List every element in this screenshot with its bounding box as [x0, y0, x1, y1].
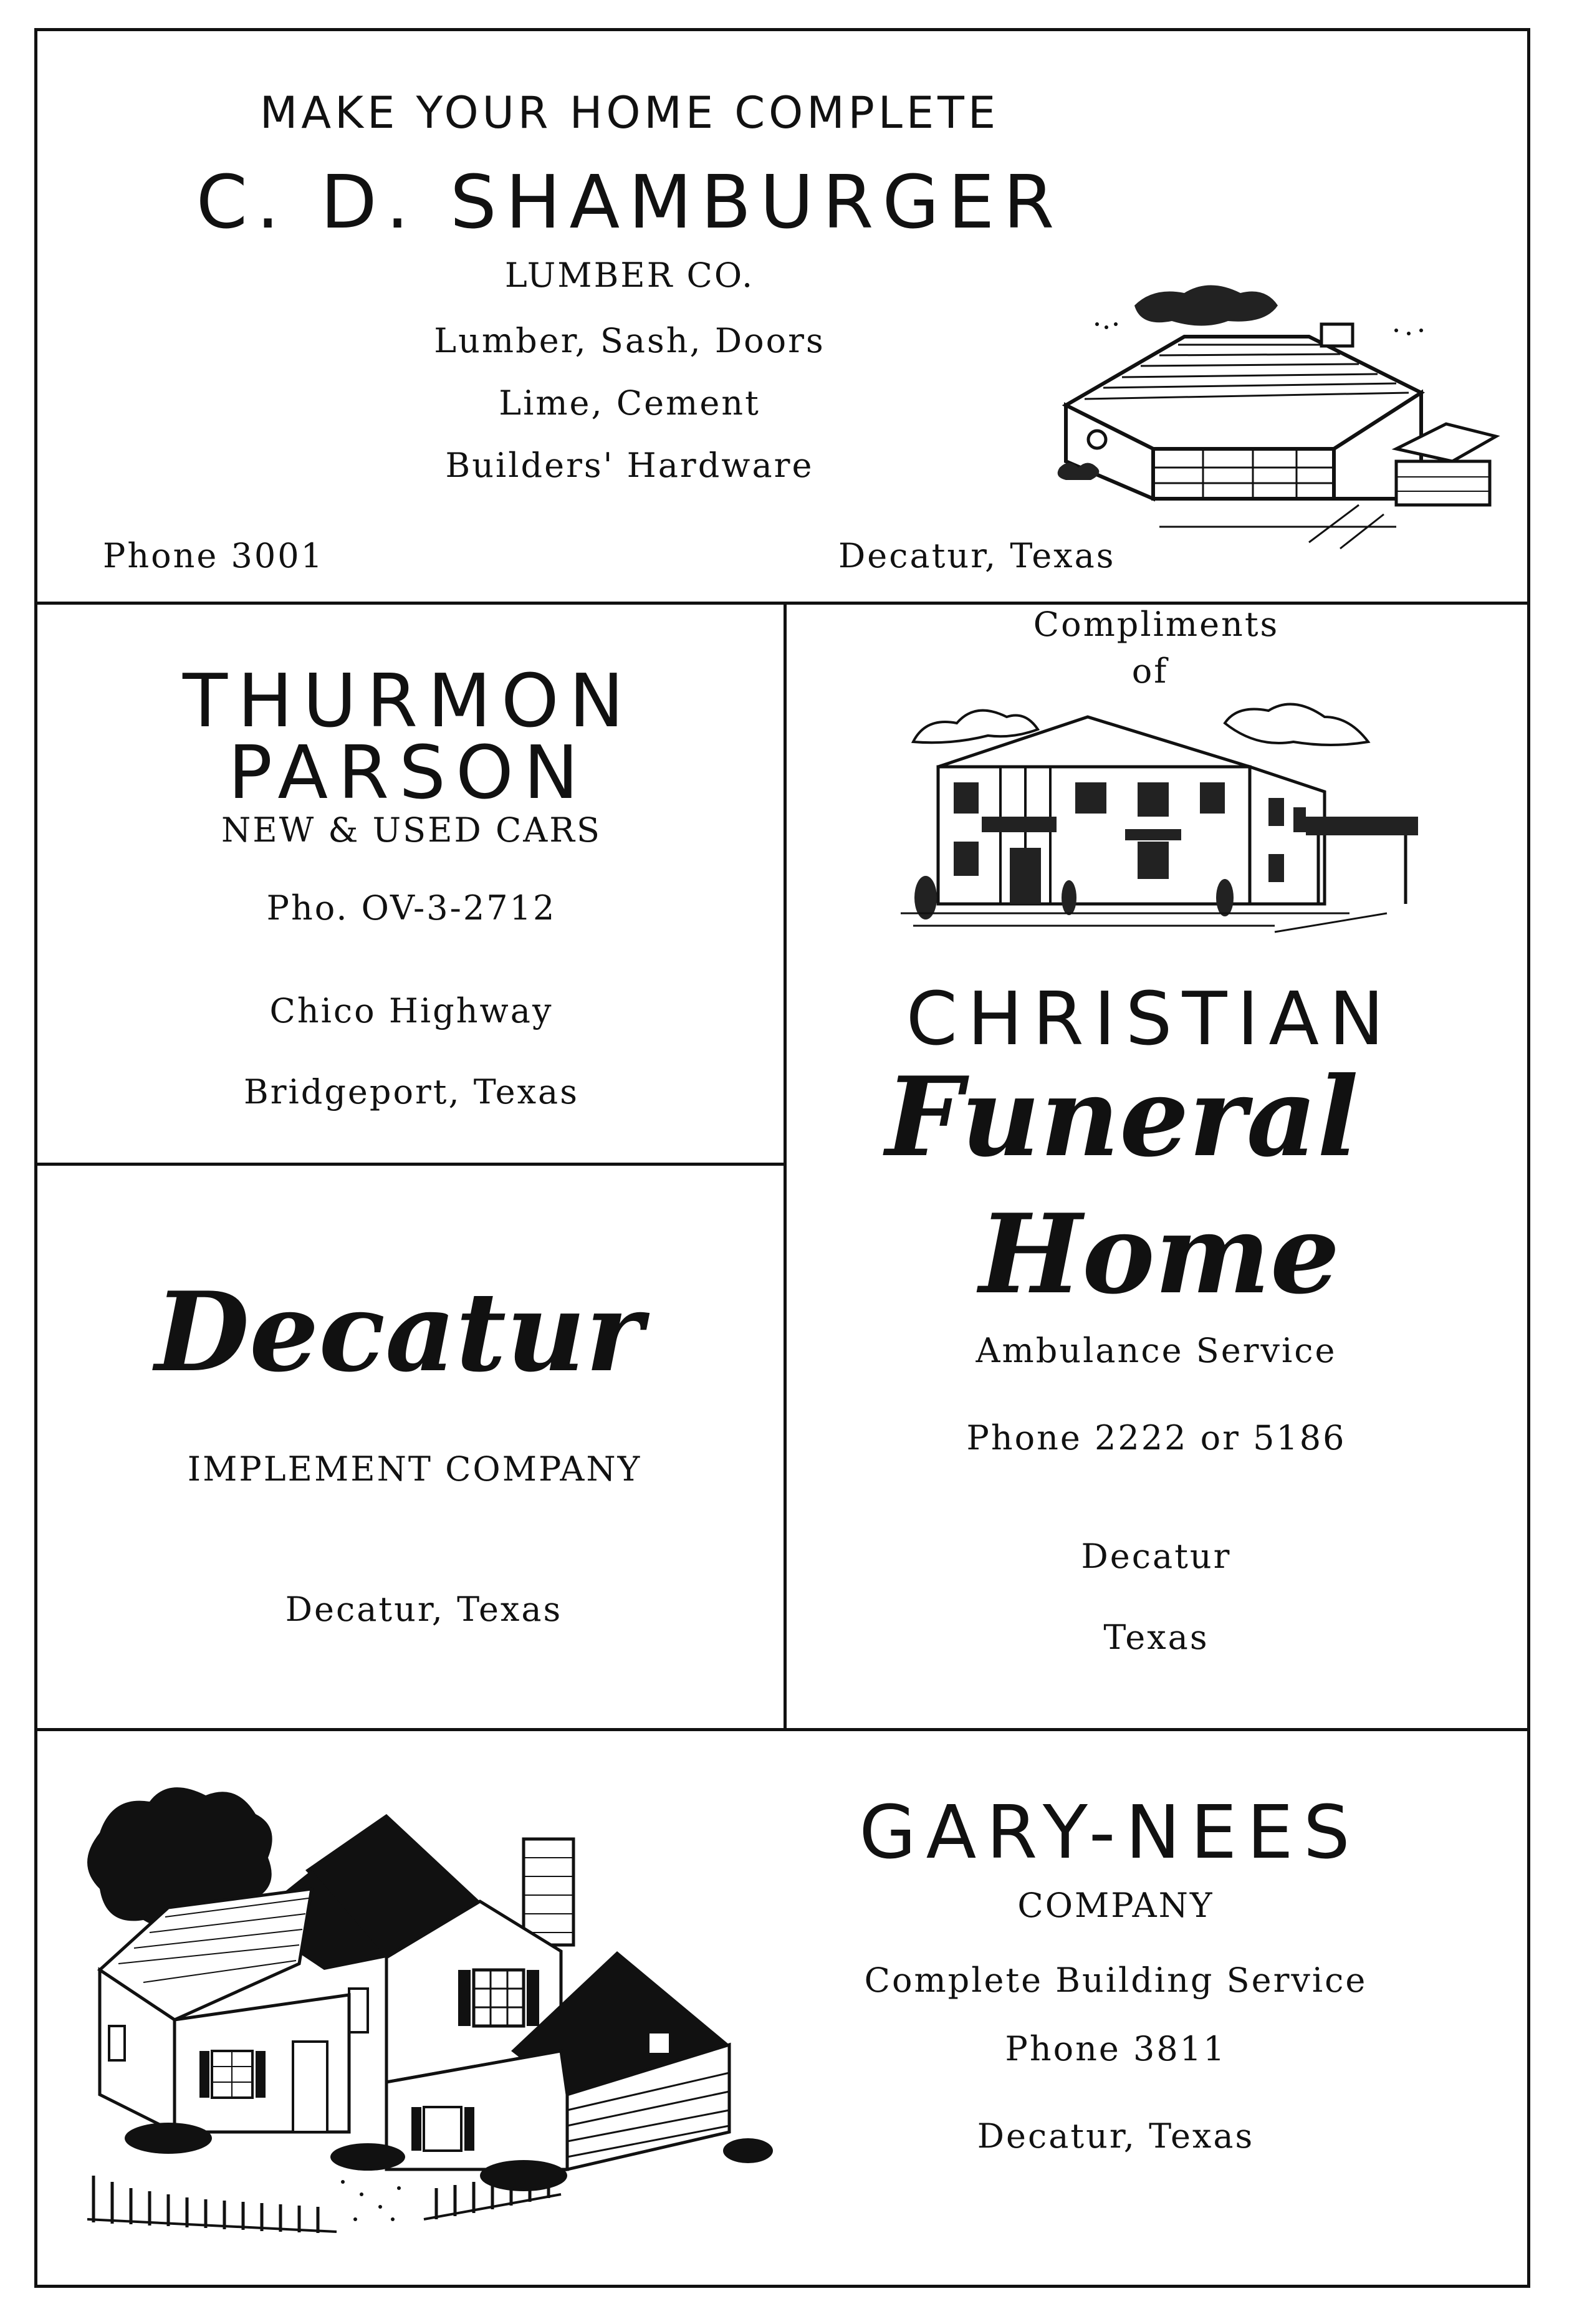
thurmon-phone: Pho. OV-3-2712	[266, 888, 557, 928]
thurmon-name-line1: THURMON	[182, 658, 635, 744]
shamburger-line2: Lime, Cement	[499, 383, 760, 423]
shamburger-line3: Builders' Hardware	[445, 446, 814, 485]
divider-top	[34, 602, 1530, 605]
christian-service: Ambulance Service	[976, 1331, 1337, 1370]
christian-name: CHRISTIAN	[906, 976, 1394, 1062]
gary-nees-name: GARY-NEES	[859, 1789, 1360, 1875]
decatur-implement-subname: IMPLEMENT COMPANY	[187, 1449, 642, 1489]
decatur-implement-location: Decatur, Texas	[285, 1590, 563, 1629]
christian-of: of	[1131, 651, 1169, 691]
christian-state: Texas	[1103, 1618, 1209, 1657]
gary-nees-service: Complete Building Service	[864, 1961, 1368, 2000]
decatur-script-name: Decatur	[155, 1269, 643, 1396]
shamburger-tagline: MAKE YOUR HOME COMPLETE	[259, 87, 1000, 138]
gary-nees-location: Decatur, Texas	[977, 2116, 1255, 2156]
ranch-house-icon	[1047, 281, 1502, 555]
christian-script-funeral: Funeral	[885, 1054, 1359, 1181]
colonial-building-icon	[901, 698, 1424, 935]
thurmon-location: Bridgeport, Texas	[244, 1072, 579, 1112]
christian-compliments: Compliments	[1033, 605, 1280, 644]
divider-bottom	[34, 1728, 1530, 1731]
thurmon-subname: NEW & USED CARS	[221, 810, 602, 850]
shamburger-name: C. D. SHAMBURGER	[196, 159, 1063, 245]
christian-phone: Phone 2222 or 5186	[966, 1418, 1346, 1457]
christian-script-home: Home	[979, 1191, 1340, 1318]
shamburger-location: Decatur, Texas	[838, 536, 1116, 575]
gary-nees-phone: Phone 3811	[1005, 2029, 1227, 2068]
two-story-house-icon	[75, 1783, 835, 2250]
christian-city: Decatur	[1081, 1537, 1232, 1576]
shamburger-line1: Lumber, Sash, Doors	[434, 321, 825, 360]
divider-middle-vertical	[784, 602, 787, 1730]
thurmon-name-line2: PARSON	[228, 729, 589, 815]
gary-nees-subname: COMPANY	[1017, 1886, 1214, 1925]
divider-left-middle	[34, 1163, 785, 1166]
shamburger-subname: LUMBER CO.	[504, 256, 755, 295]
thurmon-address: Chico Highway	[269, 991, 554, 1030]
shamburger-phone: Phone 3001	[103, 536, 324, 575]
